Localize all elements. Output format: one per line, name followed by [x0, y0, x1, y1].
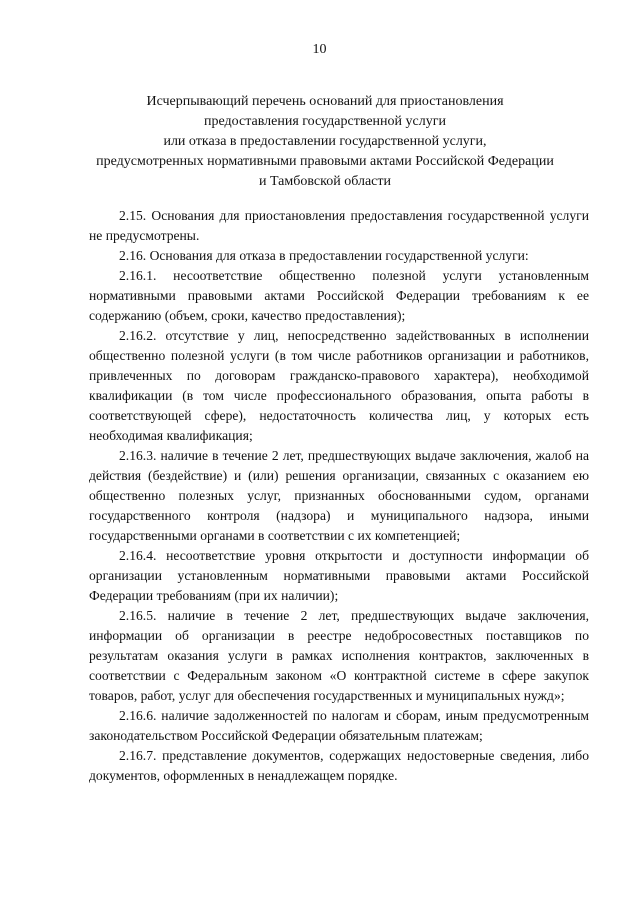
paragraph-2-16-6: 2.16.6. наличие задолженностей по налогам и сборам, иным предусмотренным законодательством Российской Федерации обязательным платежам;: [89, 708, 589, 743]
page-number: 10: [312, 42, 327, 57]
body-text: [89, 206, 589, 786]
paragraph-2-16-4: 2.16.4. несоответствие уровня открытости и доступности информации об организации установленным нормативными правовыми актами Российской Федерации требованиям (при их наличии);: [89, 548, 589, 603]
paragraph-2-16-3: 2.16.3. наличие в течение 2 лет, предшествующих выдаче заключения, жалоб на действия (бездействие) и (или) решения организации, связанных с оказанием ею общественно полезных услуг, признанных обоснованными судом, органами государственного контроля (надзора) и муниципального надзора, иными государственными органами в соответствии с их компетенцией;: [89, 448, 589, 543]
section-heading: [60, 92, 590, 192]
heading-line: или отказа в предоставлении государственной услуги,: [163, 134, 487, 149]
paragraph-2-16-7: 2.16.7. представление документов, содержащих недостоверные сведения, либо документов, оформленных в ненадлежащем порядке.: [89, 748, 589, 783]
paragraph-2-16-2: 2.16.2. отсутствие у лиц, непосредственно задействованных в исполнении общественно полезной услуги (в том числе работников организации и работников, привлеченных по договорам гражданско-правового характера), необходимой квалификации (в том числе профессионального образования, опыта работы в соответствующей сфере), недостаточность количества лиц, у которых есть необходимая квалификация;: [89, 328, 589, 443]
paragraph-2-16-1: 2.16.1. несоответствие общественно полезной услуги установленным нормативными правовыми актами Российской Федерации требованиям к ее содержанию (объем, сроки, качество предоставления);: [89, 268, 589, 323]
paragraph-2-15: 2.15. Основания для приостановления предоставления государственной услуги не предусмотрены.: [89, 208, 589, 243]
paragraph-2-16: 2.16. Основания для отказа в предоставлении государственной услуги:: [119, 248, 529, 263]
paragraph-2-16-5: 2.16.5. наличие в течение 2 лет, предшествующих выдаче заключения, информации об организации в реестре недобросовестных поставщиков по результатам оказания услуги в рамках исполнения контрактов, заключенных в соответствии с Федеральным законом «О контрактной системе в сфере закупок товаров, работ, услуг для обеспечения государственных и муниципальных нужд»;: [89, 608, 589, 703]
heading-line: предоставления государственной услуги: [204, 114, 446, 129]
heading-line: предусмотренных нормативными правовыми актами Российской Федерации: [96, 154, 554, 169]
heading-line: Исчерпывающий перечень оснований для приостановления: [146, 94, 504, 109]
heading-line: и Тамбовской области: [258, 174, 391, 189]
